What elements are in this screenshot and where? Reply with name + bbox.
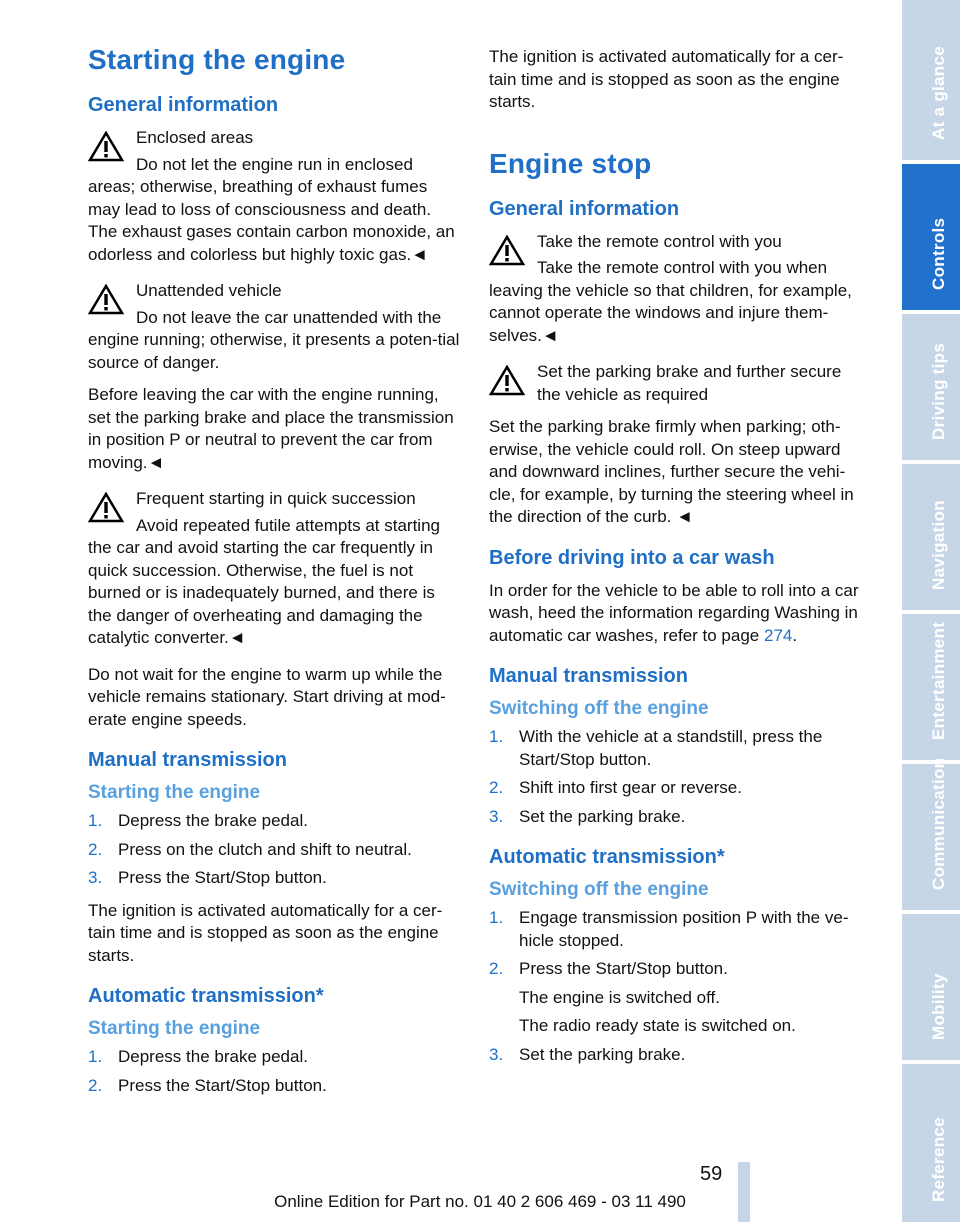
page-number: 59 [700,1163,723,1185]
manual-start-steps [88,810,460,890]
warning-unattended-vehicle [88,280,460,374]
subheading-switching-off: Switching off the engine [489,698,709,719]
section-title-engine-stop: Engine stop [489,147,652,179]
manual-stop-steps [489,726,861,828]
tab-mobility[interactable]: Mobility [902,914,960,1060]
tab-entertainment[interactable]: Entertainment [902,614,960,760]
heading-general-information: General information [88,94,279,116]
warning-triangle-icon [489,365,525,397]
automatic-stop-steps [489,907,861,1066]
heading-manual-transmission: Manual transmission [88,749,287,771]
heading-automatic-transmission: Automatic transmission* [88,985,324,1007]
section-title-starting-engine: Starting the engine [88,44,346,75]
paragraph-parking-brake: Set the parking brake firmly when parking; oth-erwise, the vehicle could roll. On steep upward and downward inclines, further secure the vehi-cle, for example, by turning the steering wheel in the direction of the curb. ◄ [489,417,854,526]
tab-at-a-glance[interactable]: At a glance [902,0,960,160]
warning-body: Avoid repeated futile attempts at starting the car and avoid starting the car frequently in quick succession. Otherwise, the fuel is not burned or is inadequately burned, and there is the danger of overheating and damaging the catalytic converter.◄ [88,515,440,647]
paragraph-ignition-continued: The ignition is activated automatically for a cer-tain time and is stopped as soon as the engine starts. [489,47,844,111]
warning-body: Do not let the engine run in enclosed areas; otherwise, breathing of exhaust fumes may lead to loss of consciousness and death. The exhaust gases contain carbon monoxide, an odorless and colorless but highly toxic gas.◄ [88,154,455,264]
warning-title: Frequent starting in quick succession [136,489,416,508]
right-column [489,40,861,1076]
warning-enclosed-areas [88,127,460,266]
warning-title: Enclosed areas [136,128,254,147]
paragraph-warm-up: Do not wait for the engine to warm up while the vehicle remains stationary. Start driving at mod-erate engine speeds. [88,664,446,729]
automatic-start-steps [88,1046,460,1097]
list-item: 2. Press the Start/Stop button. [88,1075,327,1095]
paragraph-ignition: The ignition is activated automatically for a cer-tain time and is stopped as soon as the engine starts. [88,900,443,965]
list-item: 3. Press the Start/Stop button. [88,868,327,887]
list-item: 2. Press the Start/Stop button. The engine is switched off. The radio ready state is switched on. [489,959,796,1035]
warning-triangle-icon [88,492,124,524]
tab-controls[interactable]: Controls [902,164,960,310]
list-item: 1. With the vehicle at a standstill, press the Start/Stop button. [489,727,823,769]
warning-title: Set the parking brake and further secure the vehicle as required [537,362,842,404]
heading-automatic-transmission: Automatic transmission* [489,846,725,868]
subheading-starting-engine: Starting the engine [88,1018,261,1039]
warning-remote-control [489,231,861,348]
list-item: 2. Press on the clutch and shift to neutral. [88,839,412,859]
warning-parking-brake [489,361,861,410]
warning-triangle-icon [88,284,124,316]
paragraph-before-leaving: Before leaving the car with the engine running, set the parking brake and place the transmission in position P or neutral to prevent the car from moving.◄ [88,385,454,472]
warning-body: Do not leave the car unattended with the engine running; otherwise, it presents a poten-tial source of danger. [88,307,460,372]
tab-reference[interactable]: Reference [902,1064,960,1222]
list-item: 3. Set the parking brake. [489,1044,686,1064]
tab-communication[interactable]: Communication [902,764,960,910]
list-item: 2. Shift into first gear or reverse. [489,778,742,797]
warning-title: Take the remote control with you [537,231,782,251]
warning-title: Unattended vehicle [136,281,282,300]
left-column [88,40,460,1107]
tab-driving-tips[interactable]: Driving tips [902,314,960,460]
list-item: 3. Set the parking brake. [489,806,686,826]
chapter-tabs [902,0,960,1222]
heading-manual-transmission: Manual transmission [489,665,688,687]
tab-navigation[interactable]: Navigation [902,464,960,610]
paragraph-car-wash: In order for the vehicle to be able to roll into a car wash, heed the information regarding Washing in automatic car washes, refer to page 274. [489,580,859,645]
page-reference-link[interactable]: 274 [763,625,793,645]
heading-car-wash: Before driving into a car wash [489,546,775,569]
subheading-starting-engine: Starting the engine [88,782,261,803]
heading-general-information: General information [489,197,680,220]
warning-frequent-starting [88,488,460,650]
footer-edition-text: Online Edition for Part no. 01 40 2 606 469 - 03 11 490 [274,1192,686,1211]
subheading-switching-off: Switching off the engine [489,879,709,900]
warning-triangle-icon [489,235,525,267]
list-item: 1. Engage transmission position P with the ve-hicle stopped. [489,908,849,950]
list-item: 1. Depress the brake pedal. [88,1047,308,1066]
warning-body: Take the remote control with you when leaving the vehicle so that children, for example, cannot operate the windows and injure them-selves.◄ [489,258,852,345]
warning-triangle-icon [88,131,124,163]
list-item: 1. Depress the brake pedal. [88,811,308,830]
